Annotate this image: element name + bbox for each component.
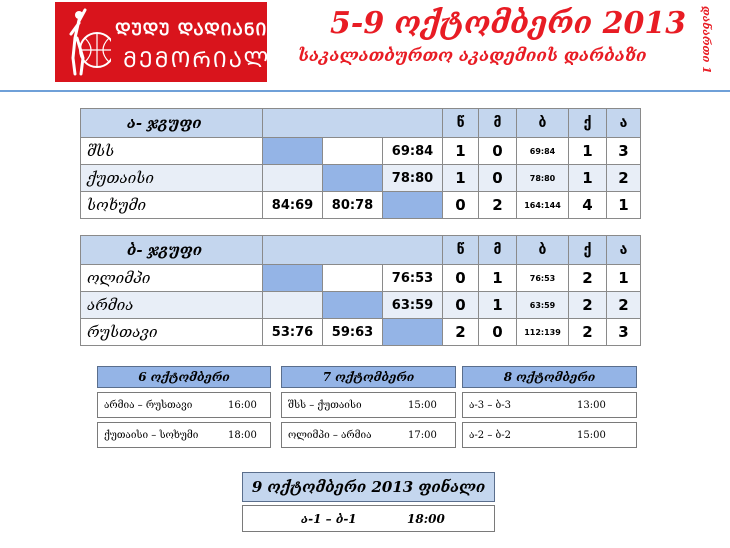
logo-line-2: ᲛᲔᲛᲝᲠᲘᲐᲚᲘ xyxy=(123,48,287,73)
game-oct6-1 xyxy=(97,392,271,418)
place-value: 3 xyxy=(607,319,641,346)
col-losses: მ xyxy=(479,109,517,138)
score-cell: 59:63 xyxy=(323,319,383,346)
points-value: 4 xyxy=(569,192,607,219)
page-subtitle: საკალათბურთო აკადემიის დარბაზი xyxy=(298,46,647,66)
points-value: 2 xyxy=(569,292,607,319)
game-teams: ა-2 – ბ-2 xyxy=(469,430,511,441)
game-time: 17:00 xyxy=(408,430,437,441)
score-cell xyxy=(263,138,323,165)
col-points: ქ xyxy=(569,236,607,265)
game-teams: ოლიმპი – არმია xyxy=(288,430,372,441)
losses-value: 0 xyxy=(479,138,517,165)
team-name: შსს xyxy=(81,138,263,165)
table-row xyxy=(81,265,641,292)
score-cell xyxy=(323,165,383,192)
team-name: ქუთაისი xyxy=(81,165,263,192)
game-oct8-2 xyxy=(462,422,637,448)
col-wins: წ xyxy=(443,236,479,265)
header-spacer xyxy=(263,236,443,265)
points-value: 1 xyxy=(569,138,607,165)
score-cell: 84:69 xyxy=(263,192,323,219)
game-time: 18:00 xyxy=(228,430,257,441)
points-value: 2 xyxy=(569,265,607,292)
header-divider xyxy=(0,90,730,92)
balls-value: 112:139 xyxy=(517,319,569,346)
team-name: ოლიმპი xyxy=(81,265,263,292)
losses-value: 0 xyxy=(479,165,517,192)
game-oct7-1 xyxy=(281,392,456,418)
score-cell xyxy=(263,292,323,319)
balls-value: 164:144 xyxy=(517,192,569,219)
score-cell: 69:84 xyxy=(383,138,443,165)
team-name: სოხუმი xyxy=(81,192,263,219)
place-value: 1 xyxy=(607,265,641,292)
wins-value: 1 xyxy=(443,165,479,192)
balls-value: 76:53 xyxy=(517,265,569,292)
score-cell xyxy=(263,265,323,292)
wins-value: 2 xyxy=(443,319,479,346)
table-header-row xyxy=(81,109,641,138)
balls-value: 78:80 xyxy=(517,165,569,192)
balls-value: 63:59 xyxy=(517,292,569,319)
losses-value: 1 xyxy=(479,265,517,292)
place-value: 1 xyxy=(607,192,641,219)
losses-value: 2 xyxy=(479,192,517,219)
place-value: 3 xyxy=(607,138,641,165)
game-teams: არმია – რუსთავი xyxy=(104,400,193,411)
table-row xyxy=(81,292,641,319)
score-cell: 78:80 xyxy=(383,165,443,192)
col-balls: ბ xyxy=(517,236,569,265)
col-losses: მ xyxy=(479,236,517,265)
game-teams: ქუთაისი – სოხუმი xyxy=(104,430,199,441)
group-a-table xyxy=(80,108,641,219)
col-points: ქ xyxy=(569,109,607,138)
final-game xyxy=(242,505,495,532)
col-balls: ბ xyxy=(517,109,569,138)
game-teams: შსს – ქუთაისი xyxy=(288,400,362,411)
score-cell xyxy=(383,192,443,219)
game-teams: ა-3 – ბ-3 xyxy=(469,400,511,411)
score-cell xyxy=(263,165,323,192)
score-cell xyxy=(323,265,383,292)
team-name: არმია xyxy=(81,292,263,319)
place-value: 2 xyxy=(607,292,641,319)
col-wins: წ xyxy=(443,109,479,138)
score-cell: 53:76 xyxy=(263,319,323,346)
header-spacer xyxy=(263,109,443,138)
page-title: 5-9 ოქტომბერი 2013 xyxy=(330,6,687,41)
place-value: 2 xyxy=(607,165,641,192)
wins-value: 0 xyxy=(443,292,479,319)
losses-value: 1 xyxy=(479,292,517,319)
day-header-oct8: 8 ოქტომბერი xyxy=(462,366,637,388)
group-title: ბ- ჯგუფი xyxy=(81,236,263,265)
score-cell: 76:53 xyxy=(383,265,443,292)
score-cell xyxy=(323,138,383,165)
losses-value: 0 xyxy=(479,319,517,346)
memorial-logo xyxy=(55,2,287,82)
wins-value: 0 xyxy=(443,192,479,219)
day-header-oct7: 7 ოქტომბერი xyxy=(281,366,456,388)
game-time: 15:00 xyxy=(408,400,437,411)
score-cell xyxy=(323,292,383,319)
final-teams: ა-1 – ბ-1 xyxy=(301,512,357,526)
game-oct7-2 xyxy=(281,422,456,448)
score-cell: 63:59 xyxy=(383,292,443,319)
final-time: 18:00 xyxy=(407,512,445,526)
table-row xyxy=(81,319,641,346)
table-row xyxy=(81,138,641,165)
wins-value: 0 xyxy=(443,265,479,292)
logo-line-1: ᲓᲣᲓᲣ ᲓᲐᲓᲘᲐᲜᲘᲡ xyxy=(115,20,280,40)
game-time: 15:00 xyxy=(577,430,606,441)
group-title: ა- ჯგუფი xyxy=(81,109,263,138)
final-header: 9 ოქტომბერი 2013 ფინალი xyxy=(242,472,495,502)
game-oct8-1 xyxy=(462,392,637,418)
score-cell: 80:78 xyxy=(323,192,383,219)
game-time: 16:00 xyxy=(228,400,257,411)
points-value: 2 xyxy=(569,319,607,346)
table-row xyxy=(81,192,641,219)
score-cell xyxy=(383,319,443,346)
basketball-player-icon xyxy=(63,8,111,76)
table-header-row xyxy=(81,236,641,265)
game-time: 13:00 xyxy=(577,400,606,411)
team-name: რუსთავი xyxy=(81,319,263,346)
wins-value: 1 xyxy=(443,138,479,165)
day-header-oct6: 6 ოქტომბერი xyxy=(97,366,271,388)
col-place: ა xyxy=(607,109,641,138)
game-oct6-2 xyxy=(97,422,271,448)
balls-value: 69:84 xyxy=(517,138,569,165)
appendix-label: დანართი 1 xyxy=(700,6,713,74)
group-b-table xyxy=(80,235,641,346)
points-value: 1 xyxy=(569,165,607,192)
col-place: ა xyxy=(607,236,641,265)
table-row xyxy=(81,165,641,192)
